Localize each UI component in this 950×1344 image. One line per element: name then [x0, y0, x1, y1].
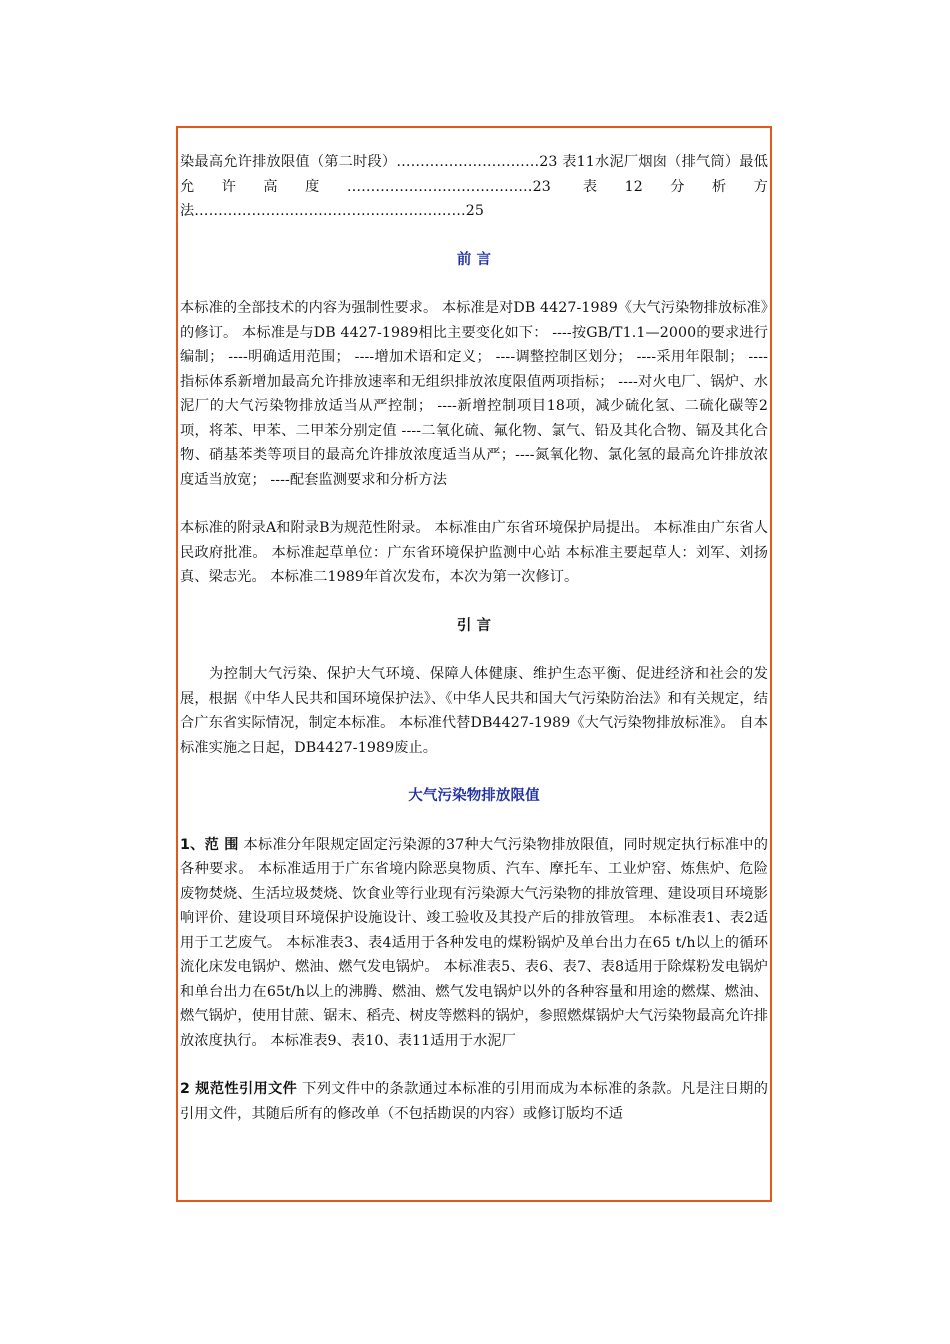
scope-text: 本标准分年限规定固定污染源的37种大气污染物排放限值，同时规定执行标准中的各种要求。 本标准适用于广东省境内除恶臭物质、汽车、摩托车、工业炉窑、炼焦炉、危险废物焚烧、生活垃圾焚烧、饮食业等行业现有污染源大气污染物的排放管理、建设项目环境影响评价、建设项目环境保护设施设计、竣工验收及其投产后的排放管理。 本标准表1、表2适用于工艺废气。 本标准表3、表4适用于各种发电的煤粉锅炉及单台出力在65 t/h以上的循环流化床发电锅炉、燃油、燃气发电锅炉。 本标准表5、表6、表7、表8适用于除煤粉发电锅炉和单台出力在65t/h以上的沸腾、燃油、燃气发电锅炉以外的各种容量和用途的燃煤、燃油、燃气锅炉，使用甘蔗、锯末、稻壳、树皮等燃料的锅炉，参照燃煤锅炉大气污染物最高允许排放浓度执行。 本标准表9、表10、表11适用于水泥厂 [180, 836, 768, 1049]
toc-continuation: 染最高允许排放限值（第二时段）…………………………23 表11水泥厂烟囱（排气筒）最低允许高度…………………………………23 表12分析方法…………………………………………………25 [180, 154, 768, 219]
introduction-paragraph: 为控制大气污染、保护大气环境、保障人体健康、维护生态平衡、促进经济和社会的发展，根据《中华人民共和国环境保护法》、《中华人民共和国大气污染防治法》和有关规定，结合广东省实际情况，制定本标准。 本标准代替DB4427-1989《大气污染物排放标准》。 自本标准实施之日起，DB4427-1989废止。 [180, 666, 768, 756]
preface-paragraph-2: 本标准的附录A和附录B为规范性附录。 本标准由广东省环境保护局提出。 本标准由广东省人民政府批准。 本标准起草单位：广东省环境保护监测中心站 本标准主要起草人：刘军、刘扬真、梁志光。 本标准二1989年首次发布，本次为第一次修订。 [180, 520, 768, 585]
scope-section [180, 833, 768, 1054]
preface-heading: 前 言 [456, 251, 492, 268]
scope-label: 1、范 围 [180, 836, 239, 853]
introduction-heading: 引 言 [456, 617, 492, 634]
document-content [178, 128, 770, 1126]
references-section [180, 1077, 768, 1126]
references-text: 下列文件中的条款通过本标准的引用而成为本标准的条款。凡是注日期的引用文件，其随后所有的修改单（不包括勘误的内容）或修订版均不适 [180, 1081, 768, 1122]
references-label: 2 规范性引用文件 [180, 1081, 298, 1097]
preface-paragraph-1: 本标准的全部技术的内容为强制性要求。 本标准是对DB 4427-1989《大气污染物排放标准》的修订。 本标准是与DB 4427-1989相比主要变化如下： ----按GB/T1.1—2000的要求进行编制； ----明确适用范围； ----增加术语和定义； ----调整控制区划分； ----采用年限制； ----指标体系新增加最高允许排放速率和无组织排放浓度限值两项指标； ----对火电厂、锅炉、水泥厂的大气污染物排放适当从严控制； ----新增控制项目18项，减少硫化氢、二硫化碳等2项，将苯、甲苯、二甲苯分别定值 ----二氧化硫、氟化物、氯气、铅及其化合物、镉及其化合物、硝基苯类等项目的最高允许排放浓度适当从严；----氮氧化物、氯化氢的最高允许排放浓度适当放宽； ----配套监测要求和分析方法 [180, 300, 768, 488]
document-frame [176, 126, 772, 1202]
main-section-heading: 大气污染物排放限值 [408, 788, 540, 804]
